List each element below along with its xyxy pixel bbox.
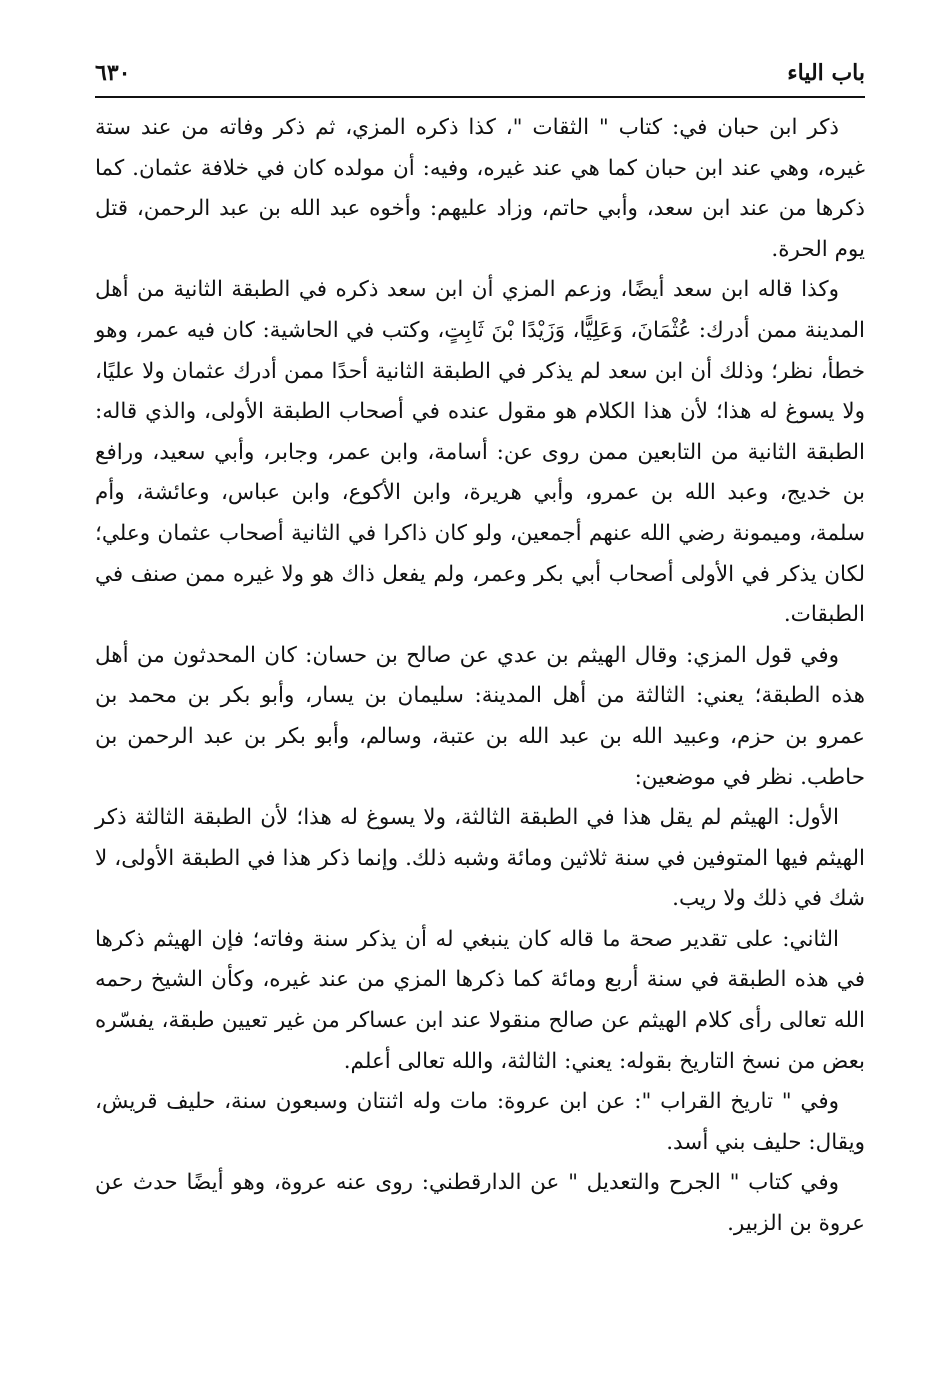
- paragraph: الثاني: على تقدير صحة ما قاله كان ينبغي له أن يذكر سنة وفاته؛ فإن الهيثم ذكرها في هذه الطبقة في سنة أربع ومائة كما ذكرها المزي من عند غيره، وكأن الشيخ رحمه الله تعالى رأى كلام الهيثم عن صالح منقولا عند ابن عساكر من غير تعيين طبقة، يفسّره بعض من نسخ التاريخ بقوله: يعني: الثالثة، والله تعالى أعلم.: [95, 926, 865, 1074]
- paragraph: وفي " تاريخ القراب ": عن ابن عروة: مات وله اثنتان وسبعون سنة، حليف قريش، ويقال: حليف بني أسد.: [95, 1089, 865, 1155]
- running-header: [95, 60, 865, 94]
- paragraph: الأول: الهيثم لم يقل هذا في الطبقة الثالثة، ولا يسوغ له هذا؛ لأن الطبقة الثالثة ذكر الهيثم فيها المتوفين في سنة ثلاثين ومائة وشبه ذلك. وإنما ذكر هذا في الطبقة الأولى، لا شك في ذلك ولا ريب.: [95, 805, 865, 912]
- paragraph: ذكر ابن حبان في: كتاب " الثقات "، كذا ذكره المزي، ثم ذكر وفاته من عند ستة غيره، وهي عند ابن حبان كما هي عند غيره، وفيه: أن مولده كان في خلافة عثمان. كما ذكرها من عند ابن سعد، وأبي حاتم، وزاد عليهم: وأخوه عبد الله بن عبد الرحمن، قتل يوم الحرة.: [95, 115, 865, 262]
- page-number: ٦٣٠: [95, 60, 131, 86]
- book-page: [95, 60, 865, 1245]
- paragraph: وفي قول المزي: وقال الهيثم بن عدي عن صالح بن حسان: كان المحدثون من أهل هذه الطبقة؛ يعني: الثالثة من أهل المدينة: سليمان بن يسار، وأبو بكر بن محمد بن عمرو بن حزم، وعبيد الله بن عبد الله بن عتبة، وسالم، وأبو بكر بن عبد الرحمن بن حاطب. نظر في موضعين:: [95, 642, 865, 790]
- paragraph: وفي كتاب " الجرح والتعديل " عن الدارقطني: روى عنه عروة، وهو أيضًا حدث عن عروة بن الزبير.: [95, 1170, 865, 1237]
- body-text: [95, 108, 865, 1245]
- chapter-title: باب الياء: [787, 60, 865, 86]
- header-rule: [95, 96, 865, 98]
- paragraph: وكذا قاله ابن سعد أيضًا، وزعم المزي أن ابن سعد ذكره في الطبقة الثانية من أهل المدينة ممن أدرك: عُثْمَانَ، وَعَلِيًّا، وَزَيْدًا بْنَ ثَابِتٍ، وكتب في الحاشية: كان فيه عمر، وهو خطأ، نظر؛ وذلك أن ابن سعد لم يذكر في الطبقة الثانية أحدًا ممن أدرك عثمان ولا عليًا، ولا يسوغ له هذا؛ لأن هذا الكلام هو مقول عنده في أصحاب الطبقة الأولى، والذي قاله: الطبقة الثانية من التابعين ممن روى عن: أسامة، وابن عمر، وجابر، وأبي سعيد، ورافع بن خديج، وعبد الله بن عمرو، وأبي هريرة، وابن الأكوع، وابن عباس، وعائشة، وأم سلمة، وميمونة رضي الله عنهم أجمعين، ولو كان ذاكرا في الثانية أصحاب عثمان وعلي؛ لكان يذكر في الأولى أصحاب أبي بكر وعمر، ولم يفعل ذاك هو ولا غيره ممن صنف في الطبقات.: [95, 277, 865, 628]
